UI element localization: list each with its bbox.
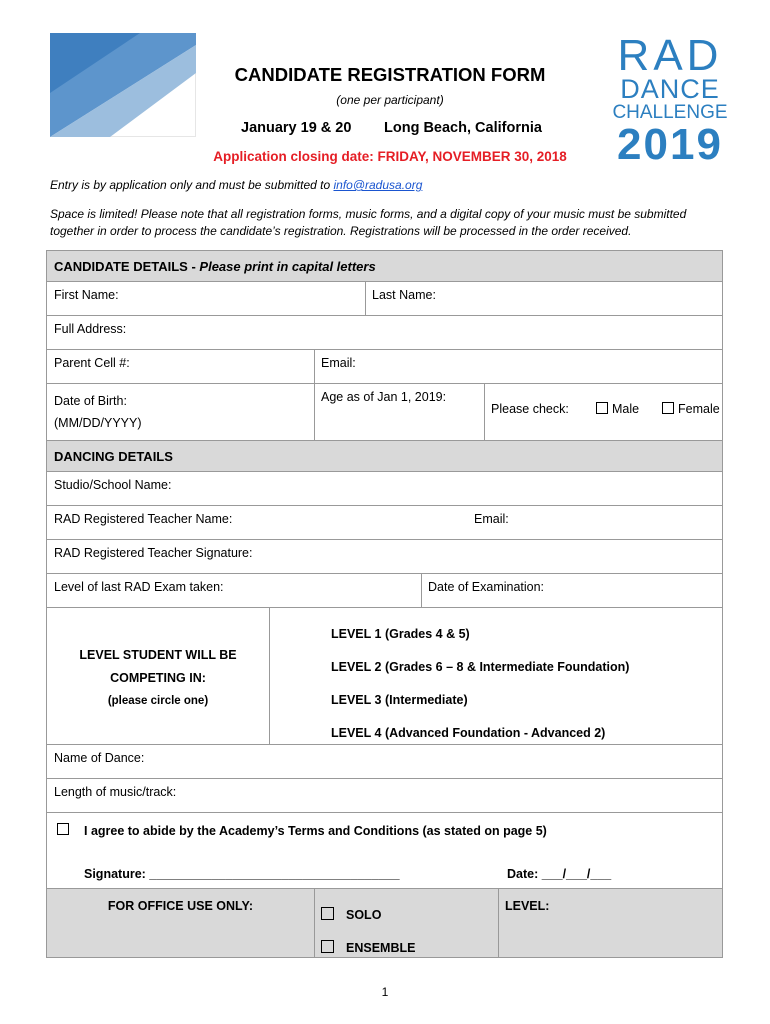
- dance-name-field[interactable]: [47, 745, 722, 778]
- dob-format: (MM/DD/YYYY): [54, 416, 142, 430]
- first-name-label: First Name:: [54, 288, 119, 302]
- office-label: FOR OFFICE USE ONLY:: [107, 899, 254, 913]
- teacher-row: [46, 506, 723, 540]
- dob-field[interactable]: [47, 384, 314, 440]
- checkbox-icon: [321, 907, 334, 920]
- email-label: Email:: [321, 356, 356, 370]
- full-address-label: Full Address:: [54, 322, 127, 336]
- level-1-option[interactable]: LEVEL 1 (Grades 4 & 5): [331, 627, 470, 641]
- checkbox-icon: [596, 402, 608, 414]
- ensemble-label: ENSEMBLE: [346, 941, 416, 955]
- level-prompt-line1: LEVEL STUDENT WILL BE: [79, 648, 237, 662]
- exam-row: [46, 574, 723, 608]
- office-row: [46, 889, 723, 958]
- teacher-name-field[interactable]: [47, 506, 467, 539]
- dance-name-label: Name of Dance:: [54, 751, 145, 765]
- teacher-signature-label: RAD Registered Teacher Signature:: [54, 546, 253, 560]
- please-check-label: Please check:: [491, 402, 569, 416]
- closing-date: Application closing date: FRIDAY, NOVEMBER 30, 2018: [213, 149, 567, 164]
- level-prompt-note: (please circle one): [107, 695, 209, 707]
- last-name-label: Last Name:: [372, 288, 436, 302]
- music-length-label: Length of music/track:: [54, 785, 177, 799]
- level-4-option[interactable]: LEVEL 4 (Advanced Foundation - Advanced 2): [331, 726, 606, 740]
- teacher-email-field[interactable]: [467, 506, 722, 539]
- parent-cell-field[interactable]: [47, 350, 314, 383]
- logo-line-year: 2019: [617, 120, 723, 169]
- signature-line[interactable]: Signature: ____________________________________: [84, 867, 400, 881]
- candidate-heading: CANDIDATE DETAILS -: [54, 259, 200, 274]
- levels-row: [46, 608, 723, 745]
- full-address-field[interactable]: [47, 316, 722, 349]
- dancing-heading: DANCING DETAILS: [54, 449, 173, 464]
- age-field[interactable]: [314, 384, 484, 440]
- level-prompt-line2: COMPETING IN:: [110, 671, 206, 685]
- solo-label: SOLO: [346, 908, 382, 922]
- level-2-option[interactable]: LEVEL 2 (Grades 6 – 8 & Intermediate Foundation): [331, 660, 630, 674]
- exam-date-field[interactable]: [421, 574, 722, 607]
- teacher-signature-field[interactable]: [47, 540, 722, 573]
- email-link[interactable]: info@radusa.org: [333, 178, 423, 192]
- date-line[interactable]: Date: ___/___/___: [507, 867, 612, 881]
- entry-note: [50, 177, 730, 194]
- teacher-email-label: Email:: [474, 512, 509, 526]
- level-3-option[interactable]: LEVEL 3 (Intermediate): [331, 693, 468, 707]
- dancing-header-row: [46, 441, 723, 472]
- agree-checkbox[interactable]: [57, 823, 69, 835]
- parent-cell-label: Parent Cell #:: [54, 356, 130, 370]
- form-title: CANDIDATE REGISTRATION FORM: [234, 64, 546, 85]
- female-checkbox[interactable]: [662, 402, 720, 416]
- rad-logo: [608, 31, 732, 169]
- music-length-row: [46, 779, 723, 813]
- male-checkbox[interactable]: [596, 402, 639, 416]
- ensemble-option[interactable]: [321, 932, 491, 965]
- logo-line-dance: DANCE: [620, 74, 720, 104]
- dob-row: [46, 384, 723, 441]
- level-options: [269, 608, 722, 744]
- agreement-text: I agree to abide by the Academy’s Terms and Conditions (as stated on page 5): [84, 824, 547, 838]
- studio-label: Studio/School Name:: [54, 478, 172, 492]
- teacher-signature-row: [46, 540, 723, 574]
- page-number: 1: [381, 985, 389, 999]
- level-prompt: [47, 608, 269, 744]
- exam-date-label: Date of Examination:: [428, 580, 545, 594]
- registration-table: [46, 250, 723, 958]
- contact-row: [46, 350, 723, 384]
- office-level: LEVEL:: [505, 899, 550, 913]
- logo-line-rad: RAD: [617, 31, 723, 80]
- email-field[interactable]: [314, 350, 722, 383]
- dance-name-row: [46, 745, 723, 779]
- music-length-field[interactable]: [47, 779, 722, 812]
- checkbox-icon: [662, 402, 674, 414]
- logo-line-challenge: CHALLENGE: [612, 102, 728, 123]
- last-exam-field[interactable]: [47, 574, 421, 607]
- name-row: [46, 282, 723, 316]
- form-subtitle: (one per participant): [336, 93, 444, 107]
- checkbox-icon: [321, 940, 334, 953]
- last-name-field[interactable]: [365, 282, 722, 315]
- candidate-heading-note: Please print in capital letters: [199, 259, 376, 274]
- dob-label: Date of Birth:: [54, 394, 127, 408]
- teacher-name-label: RAD Registered Teacher Name:: [54, 512, 233, 526]
- office-type: [314, 889, 498, 957]
- space-note: Space is limited! Please note that all registration forms, music forms, and a digital copy of your music must be submitted together in order to process the candidate’s registration. Registrations will be processed in the order received.: [50, 207, 687, 238]
- studio-row: [46, 472, 723, 506]
- age-label: Age as of Jan 1, 2019:: [321, 390, 447, 404]
- address-row: [46, 316, 723, 350]
- male-label: Male: [612, 402, 640, 416]
- entry-text: Entry is by application only and must be submitted to: [50, 178, 334, 192]
- gender-field: [484, 384, 722, 440]
- last-exam-label: Level of last RAD Exam taken:: [54, 580, 224, 594]
- agreement-section: [47, 813, 722, 888]
- solo-option[interactable]: [321, 899, 491, 932]
- first-name-field[interactable]: [47, 282, 365, 315]
- candidate-header-row: [46, 250, 723, 282]
- event-dates: January 19 & 20: [241, 120, 352, 136]
- agreement-row: [46, 813, 723, 889]
- studio-field[interactable]: [47, 472, 722, 505]
- female-label: Female: [678, 402, 720, 416]
- event-location: Long Beach, California: [384, 120, 542, 136]
